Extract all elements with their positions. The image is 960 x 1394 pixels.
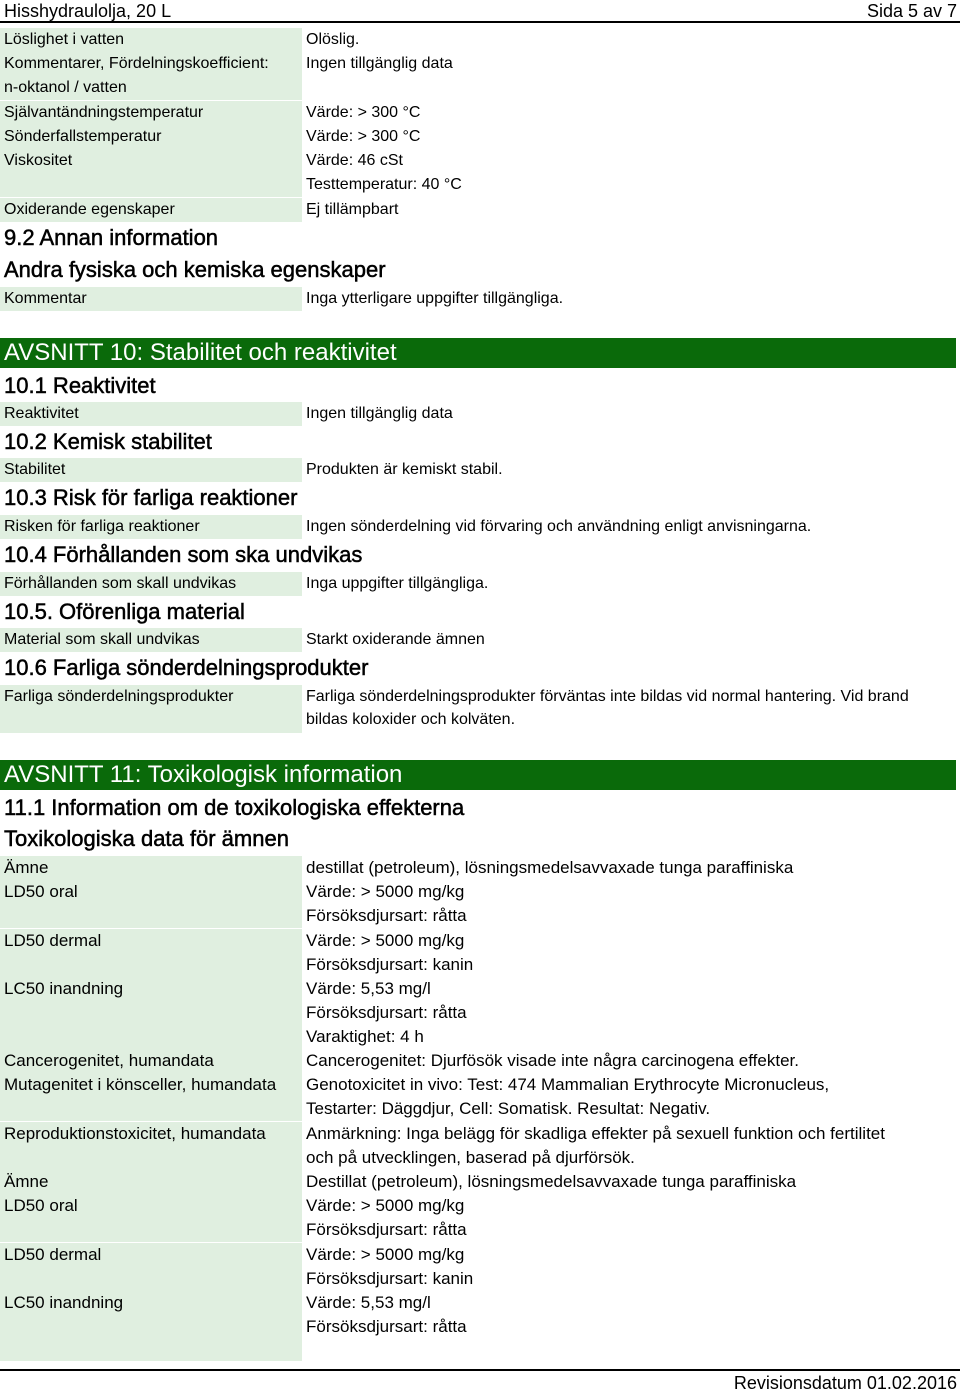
tox-value: Anmärkning: Inga belägg för skadliga effekter på sexuell funktion och fertilitet och på utvecklingen, baserad på djurförsök. bbox=[306, 1124, 885, 1167]
property-label: Självantändningstemperatur bbox=[0, 101, 302, 125]
tox-label: LC50 inandning bbox=[0, 1291, 302, 1361]
property-row bbox=[0, 685, 960, 733]
tox-row bbox=[0, 929, 960, 977]
property-value: Inga uppgifter tillgängliga. bbox=[306, 575, 489, 592]
tox-label: Ämne bbox=[0, 856, 302, 880]
subsection-heading: 10.3 Risk för farliga reaktioner bbox=[4, 485, 298, 510]
tox-label: LD50 oral bbox=[0, 880, 302, 928]
subsection-heading: 10.5. Oförenliga material bbox=[4, 599, 245, 624]
tox-value: Genotoxicitet in vivo: Test: 474 Mammalian Erythrocyte Micronucleus, Testarter: Däggdjur, Cell: Somatisk. Resultat: Negativ. bbox=[306, 1075, 830, 1118]
property-value: Ingen sönderdelning vid förvaring och användning enligt anvisningarna. bbox=[306, 518, 812, 535]
property-row bbox=[0, 28, 960, 52]
property-value: Ej tillämpbart bbox=[306, 201, 399, 218]
property-row bbox=[0, 402, 960, 426]
tox-row bbox=[0, 1170, 960, 1194]
property-value: Farliga sönderdelningsprodukter förväntas inte bildas vid normal hantering. Vid brand bildas koloxider och kolväten. bbox=[306, 688, 909, 728]
tox-label: LC50 inandning bbox=[0, 977, 302, 1049]
property-row bbox=[0, 458, 960, 482]
page-header bbox=[0, 0, 960, 23]
page-number: Sida 5 av 7 bbox=[866, 1, 957, 21]
revision-date: Revisionsdatum 01.02.2016 bbox=[733, 1373, 957, 1393]
property-label: Reaktivitet bbox=[0, 402, 302, 426]
page-footer bbox=[0, 1369, 960, 1393]
tox-value: destillat (petroleum), lösningsmedelsavvaxade tunga paraffiniska bbox=[306, 858, 794, 877]
property-row bbox=[0, 198, 960, 222]
tox-row bbox=[0, 1122, 960, 1170]
subsection-heading: 9.2 Annan information bbox=[4, 225, 219, 250]
document-title: Hisshydraulolja, 20 L bbox=[4, 1, 172, 21]
property-value: Produkten är kemiskt stabil. bbox=[306, 461, 503, 478]
tox-label: LD50 oral bbox=[0, 1194, 302, 1242]
tox-label: LD50 dermal bbox=[0, 1243, 302, 1291]
property-label: Kommentarer, Fördelningskoefficient: n-oktanol / vatten bbox=[0, 52, 302, 100]
tox-row bbox=[0, 880, 960, 928]
tox-value: Värde: 5,53 mg/l Försöksdjursart: råtta bbox=[306, 1293, 467, 1336]
property-label: Material som skall undvikas bbox=[0, 628, 302, 652]
property-row bbox=[0, 125, 960, 149]
property-value: Värde: > 300 °C bbox=[306, 128, 421, 145]
section-banner: AVSNITT 10: Stabilitet och reaktivitet bbox=[0, 338, 956, 368]
tox-label: Mutagenitet i könsceller, humandata bbox=[0, 1073, 302, 1121]
subsection-heading: 10.4 Förhållanden som ska undvikas bbox=[4, 542, 363, 567]
property-value: Olöslig. bbox=[306, 31, 360, 48]
property-row bbox=[0, 287, 960, 311]
tox-row bbox=[0, 1073, 960, 1121]
property-value: Starkt oxiderande ämnen bbox=[306, 631, 485, 648]
subsection-heading: 11.1 Information om de toxikologiska effekterna bbox=[4, 795, 465, 820]
property-label: Stabilitet bbox=[0, 458, 302, 482]
subsection-heading: 10.6 Farliga sönderdelningsprodukter bbox=[4, 655, 369, 680]
tox-row bbox=[0, 856, 960, 880]
property-row bbox=[0, 149, 960, 197]
subsection-heading: 10.2 Kemisk stabilitet bbox=[4, 429, 212, 454]
tox-value: Cancerogenitet: Djurfösök visade inte några carcinogena effekter. bbox=[306, 1051, 799, 1070]
property-value: Värde: > 300 °C bbox=[306, 104, 421, 121]
property-value: Ingen tillgänglig data bbox=[306, 405, 453, 422]
property-row bbox=[0, 572, 960, 596]
property-row bbox=[0, 52, 960, 100]
property-label: Förhållanden som skall undvikas bbox=[0, 572, 302, 596]
section-banner: AVSNITT 11: Toxikologisk information bbox=[0, 760, 956, 790]
property-label: Löslighet i vatten bbox=[0, 28, 302, 52]
subsection-heading: 10.1 Reaktivitet bbox=[4, 373, 156, 398]
tox-value: Värde: > 5000 mg/kg Försöksdjursart: kanin bbox=[306, 931, 474, 974]
property-row bbox=[0, 515, 960, 539]
tox-value: Värde: > 5000 mg/kg Försöksdjursart: råtta bbox=[306, 882, 467, 925]
subsection-subheading: Toxikologiska data för ämnen bbox=[4, 826, 289, 851]
tox-label: LD50 dermal bbox=[0, 929, 302, 977]
tox-row bbox=[0, 977, 960, 1049]
tox-value: Destillat (petroleum), lösningsmedelsavvaxade tunga paraffiniska bbox=[306, 1172, 797, 1191]
tox-row bbox=[0, 1243, 960, 1291]
tox-label: Ämne bbox=[0, 1170, 302, 1194]
tox-value: Värde: 5,53 mg/l Försöksdjursart: råtta Varaktighet: 4 h bbox=[306, 979, 467, 1046]
tox-value: Värde: > 5000 mg/kg Försöksdjursart: kanin bbox=[306, 1245, 474, 1288]
property-label: Oxiderande egenskaper bbox=[0, 198, 302, 222]
property-label: Viskositet bbox=[0, 149, 302, 197]
tox-value: Värde: > 5000 mg/kg Försöksdjursart: råtta bbox=[306, 1196, 467, 1239]
subsection-subheading: Andra fysiska och kemiska egenskaper bbox=[4, 257, 386, 282]
property-label: Sönderfallstemperatur bbox=[0, 125, 302, 149]
property-label: Kommentar bbox=[0, 287, 302, 311]
tox-label: Cancerogenitet, humandata bbox=[0, 1049, 302, 1073]
property-label: Risken för farliga reaktioner bbox=[0, 515, 302, 539]
tox-label: Reproduktionstoxicitet, humandata bbox=[0, 1122, 302, 1170]
property-value: Ingen tillgänglig data bbox=[306, 55, 453, 72]
property-label: Farliga sönderdelningsprodukter bbox=[0, 685, 302, 733]
property-row bbox=[0, 101, 960, 125]
tox-row bbox=[0, 1291, 960, 1361]
property-row bbox=[0, 628, 960, 652]
tox-row bbox=[0, 1049, 960, 1073]
property-value: Värde: 46 cSt Testtemperatur: 40 °C bbox=[306, 152, 462, 193]
tox-row bbox=[0, 1194, 960, 1242]
property-value: Inga ytterligare uppgifter tillgängliga. bbox=[306, 290, 564, 307]
